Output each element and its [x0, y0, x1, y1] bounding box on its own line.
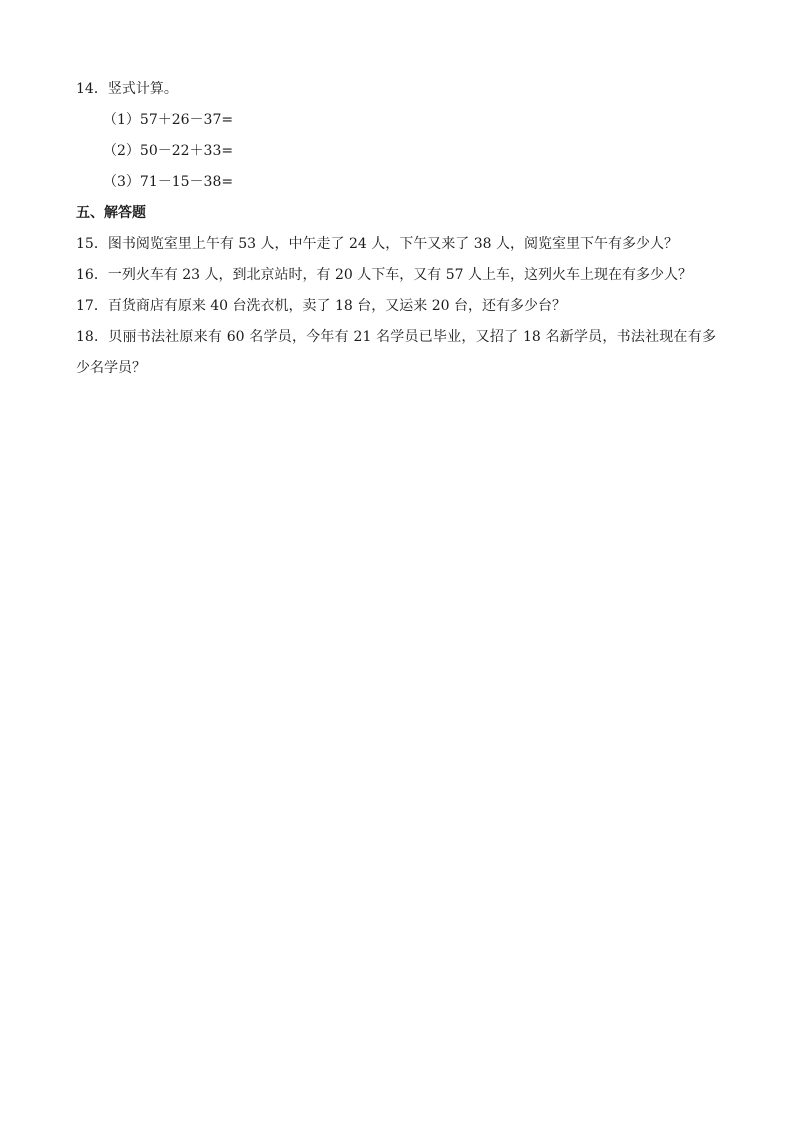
- worksheet-page: [76, 74, 716, 384]
- question-15: 15．图书阅览室里上午有 53 人，中午走了 24 人，下午又来了 38 人，阅览室里下午有多少人？: [76, 236, 678, 252]
- question-14-item-3: （3）71－15－38=: [103, 174, 234, 190]
- question-18: 18．贝丽书法社原来有 60 名学员，今年有 21 名学员已毕业，又招了 18 名新学员，书法社现在有多少名学员？: [76, 329, 716, 376]
- question-17: 17．百货商店有原来 40 台洗衣机，卖了 18 台，又运来 20 台，还有多少台？: [76, 298, 566, 314]
- question-16: 16．一列火车有 23 人，到北京站时，有 20 人下车，又有 57 人上车，这列火车上现在有多少人？: [76, 267, 692, 283]
- question-14-item-2: （2）50－22＋33=: [103, 143, 234, 159]
- question-14-item-1: （1）57＋26－37=: [103, 112, 234, 128]
- section-title: 五、解答题: [76, 205, 146, 221]
- question-14-title: 14．竖式计算。: [76, 81, 178, 97]
